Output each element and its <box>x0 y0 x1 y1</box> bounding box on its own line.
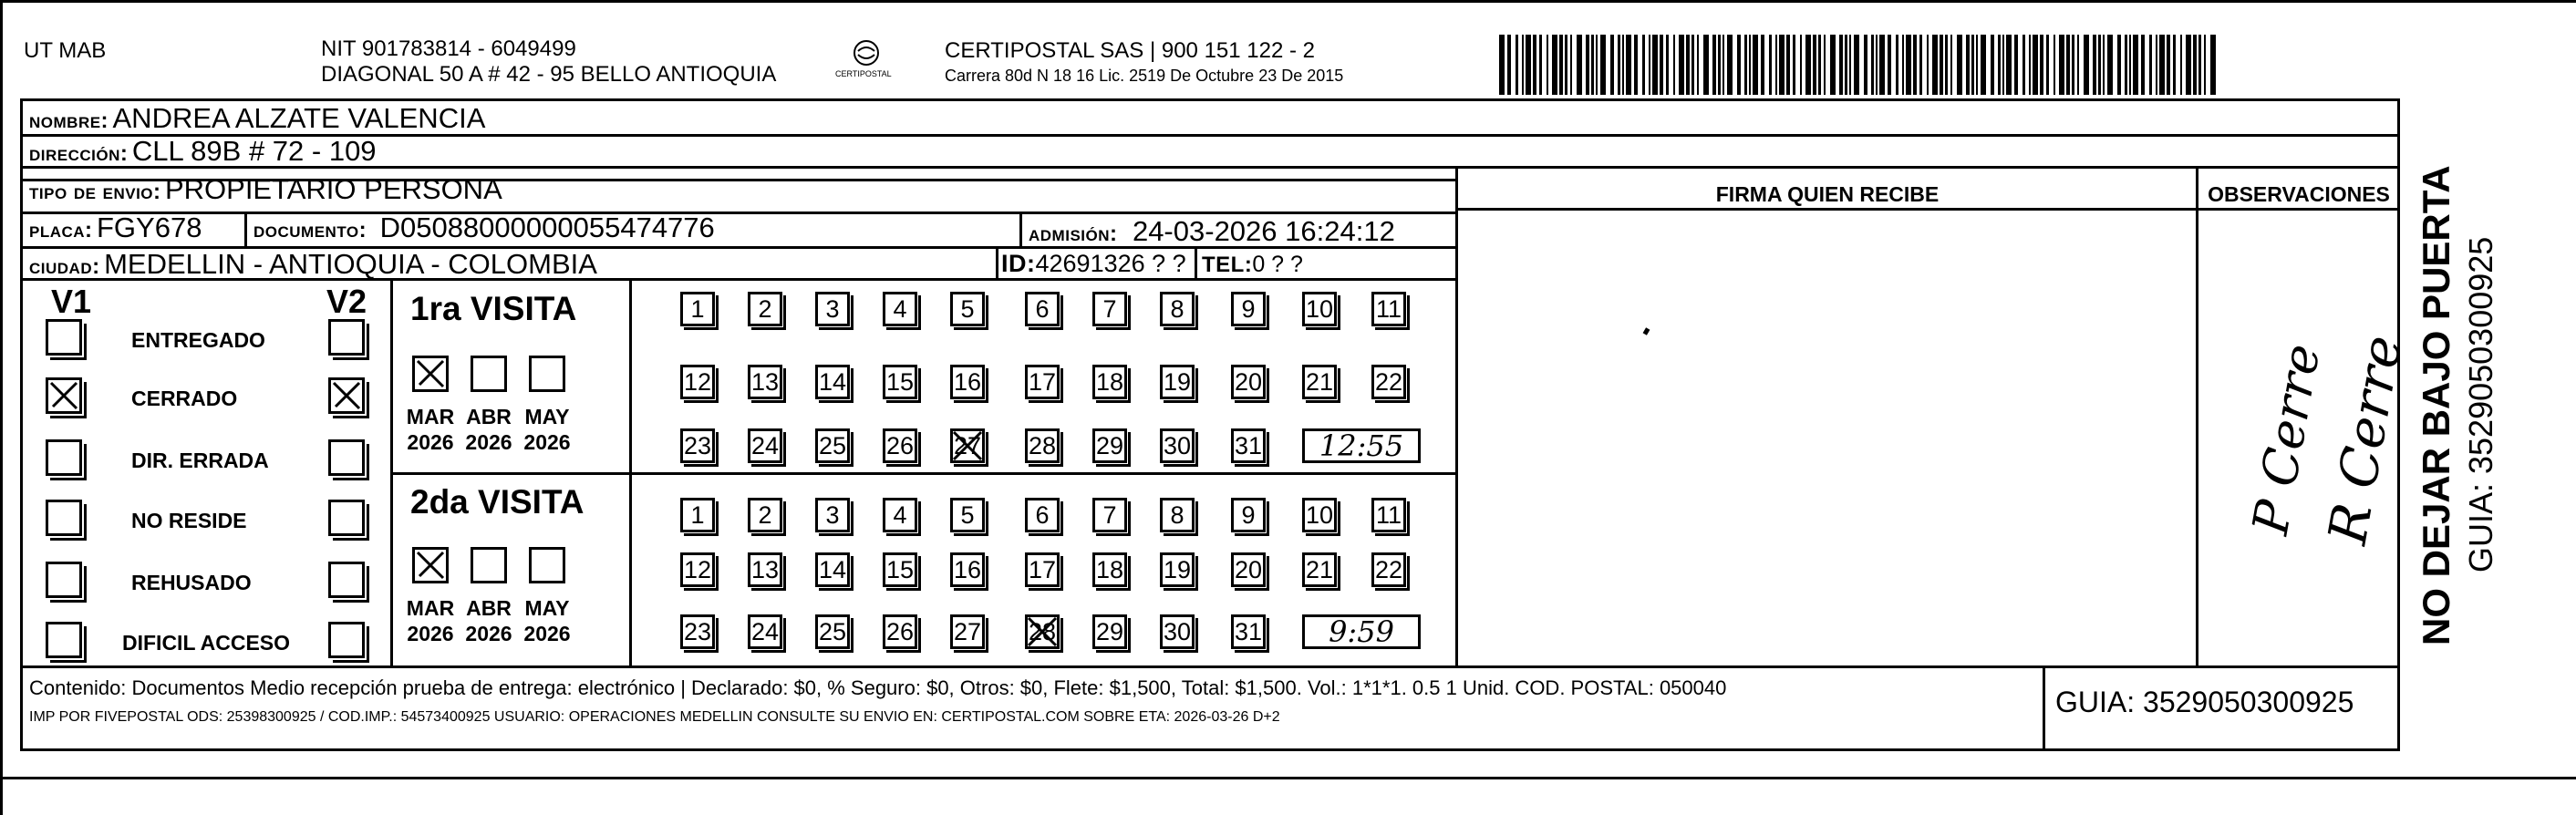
barcode-bar <box>1971 35 1974 95</box>
day-box[interactable]: 12 <box>680 365 715 399</box>
signature-header: FIRMA QUIEN RECIBE <box>1715 182 1940 206</box>
barcode-bar <box>1652 35 1658 95</box>
barcode-bar <box>1737 35 1741 95</box>
day-box[interactable]: 23 <box>680 428 715 463</box>
barcode-bar <box>1565 35 1567 95</box>
side-notice: NO DEJAR BAJO PUERTA <box>2415 165 2457 645</box>
recipient-address: CLL 89B # 72 - 109 <box>131 135 377 167</box>
barcode-bar <box>1539 35 1542 95</box>
month-checkbox[interactable] <box>471 356 507 392</box>
day-box[interactable]: 17 <box>1025 365 1060 399</box>
barcode-bar <box>1879 35 1885 95</box>
barcode-bar <box>1896 35 1898 95</box>
month-label: MAR <box>406 405 455 428</box>
tel-divider <box>1195 246 1197 278</box>
day-box[interactable]: 21 <box>1302 365 1337 399</box>
day-box[interactable]: 4 <box>883 498 917 532</box>
barcode-bar <box>1991 35 1994 95</box>
barcode-bar <box>1966 35 1970 95</box>
barcode-bar <box>1712 35 1716 95</box>
barcode-bar <box>1793 35 1795 95</box>
side-guide: GUIA: 3529050300925 <box>2462 236 2499 573</box>
barcode-bar <box>1591 35 1594 95</box>
day-box[interactable]: 22 <box>1371 365 1406 399</box>
barcode-bar <box>1610 35 1614 95</box>
name-row <box>29 102 485 135</box>
day-check-mark-icon <box>1025 614 1060 649</box>
barcode-bar <box>1761 35 1764 95</box>
barcode-image <box>1497 35 2227 95</box>
city-value: MEDELLIN - ANTIOQUIA - COLOMBIA <box>104 248 597 280</box>
time-box[interactable]: 12:55 <box>1302 428 1421 463</box>
day-box[interactable]: 23 <box>680 614 715 649</box>
status-reason: REHUSADO <box>131 571 252 594</box>
day-box[interactable]: 31 <box>1231 614 1266 649</box>
barcode-bar <box>1813 35 1816 95</box>
day-box[interactable]: 21 <box>1302 552 1337 587</box>
barcode-bar <box>1547 35 1548 95</box>
day-box[interactable]: 30 <box>1160 614 1195 649</box>
tel-cell <box>1202 252 1303 278</box>
barcode-bar <box>1723 35 1724 95</box>
signature-col-left <box>1455 166 1458 665</box>
barcode-bar <box>1981 35 1986 95</box>
year-label: 2026 <box>465 622 512 645</box>
barcode-bar <box>1753 35 1758 95</box>
day-box[interactable]: 9 <box>1231 498 1266 532</box>
v2-checkbox[interactable] <box>328 439 365 476</box>
status-reason: ENTREGADO <box>131 328 265 352</box>
barcode-bar <box>1849 35 1851 95</box>
barcode-bar <box>2006 35 2012 95</box>
document-value: D05088000000055474776 <box>379 211 715 243</box>
v1-checkbox[interactable] <box>46 439 82 476</box>
address-row-bottom <box>20 166 2400 169</box>
observations-header: OBSERVACIONES <box>2208 182 2390 206</box>
day-box[interactable]: 25 <box>815 614 850 649</box>
barcode-bar <box>2066 35 2070 95</box>
day-box[interactable]: 29 <box>1092 428 1127 463</box>
v1-label: V1 <box>51 283 92 320</box>
day-box[interactable]: 6 <box>1025 498 1060 532</box>
barcode-bar <box>2167 35 2170 95</box>
visit-divider <box>390 472 1457 475</box>
barcode-bar <box>1666 35 1669 95</box>
day-box[interactable]: 20 <box>1231 365 1266 399</box>
day-box[interactable]: 18 <box>1092 365 1127 399</box>
logo-icon <box>830 36 903 91</box>
barcode-bar <box>1854 35 1859 95</box>
barcode-bar <box>1839 35 1843 95</box>
month-label: ABR <box>466 405 512 428</box>
v1-check-mark-icon <box>46 377 82 414</box>
day-box[interactable]: 5 <box>950 292 985 326</box>
admission-divider <box>1019 211 1022 246</box>
month-checkbox[interactable] <box>529 547 565 583</box>
month-label: MAR <box>406 596 455 620</box>
day-box[interactable]: 7 <box>1092 498 1127 532</box>
barcode-bar <box>1618 35 1620 95</box>
barcode-bar <box>1552 35 1557 95</box>
day-box[interactable]: 2 <box>748 292 782 326</box>
barcode-bar <box>1913 35 1917 95</box>
day-box[interactable]: 31 <box>1231 428 1266 463</box>
barcode-bar <box>2186 35 2191 95</box>
barcode-bar <box>1570 35 1572 95</box>
barcode-bar <box>1919 35 1922 95</box>
signature-area[interactable] <box>1459 211 2194 664</box>
day-box[interactable]: 11 <box>1371 498 1406 532</box>
day-box[interactable]: 12 <box>680 552 715 587</box>
barcode-bar <box>2023 35 2025 95</box>
barcode-bar <box>1626 35 1631 95</box>
day-box[interactable]: 10 <box>1302 498 1337 532</box>
admission-label: admisión: <box>1029 222 1118 246</box>
day-box[interactable]: 4 <box>883 292 917 326</box>
barcode-bar <box>2046 35 2049 95</box>
barcode-bar <box>2054 35 2055 95</box>
barcode-bar <box>1888 35 1891 95</box>
barcode-bar <box>1779 35 1785 95</box>
month-label: MAY <box>524 596 570 620</box>
id-label: ID: <box>1001 250 1036 277</box>
day-box[interactable]: 24 <box>748 614 782 649</box>
barcode-bar <box>1818 35 1821 95</box>
id-cell <box>1001 250 1186 278</box>
barcode-bar <box>1522 35 1524 95</box>
day-box[interactable]: 27 <box>950 614 985 649</box>
barcode-bar <box>2141 35 2145 95</box>
month-checkbox[interactable] <box>412 356 449 392</box>
barcode-bar <box>2117 35 2121 95</box>
barcode-bar <box>1634 35 1638 95</box>
status-reason: NO RESIDE <box>131 509 247 532</box>
v2-checkbox[interactable] <box>328 622 365 658</box>
barcode-bar <box>2059 35 2064 95</box>
day-box[interactable]: 29 <box>1092 614 1127 649</box>
bottom-border <box>0 777 2576 779</box>
plate-row-bottom <box>20 211 1457 214</box>
day-box[interactable]: 22 <box>1371 552 1406 587</box>
visit2-title: 2da VISITA <box>410 483 585 521</box>
v2-check-mark-icon <box>328 377 365 414</box>
barcode-bar <box>2103 35 2105 95</box>
barcode-bar <box>1864 35 1867 95</box>
left-border <box>0 0 3 815</box>
month-label: MAY <box>524 405 570 428</box>
barcode-bar <box>1586 35 1589 95</box>
company-license: Carrera 80d N 18 16 Lic. 2519 De Octubre 23 De 2015 <box>945 67 1344 85</box>
visit1-title: 1ra VISITA <box>410 290 577 327</box>
footer-content: Contenido: Documentos Medio recepción prueba de entrega: electrónico | Declarado: $0, % Seguro: $0, Otros: $0, Flete: $1,500, Total: $1,500. Vol.: 1*1*1. 0.5 1 Unid. COD. POSTAL: 050040 <box>29 676 1727 699</box>
day-box[interactable]: 15 <box>883 552 917 587</box>
city-cell <box>29 248 597 281</box>
address-row <box>29 135 377 168</box>
day-box[interactable]: 24 <box>748 428 782 463</box>
barcode-bar <box>1727 35 1733 95</box>
admission-value: 24-03-2026 16:24:12 <box>1132 215 1395 247</box>
day-box[interactable]: 16 <box>950 552 985 587</box>
barcode-bar <box>1830 35 1836 95</box>
barcode-bar <box>1600 35 1606 95</box>
plate-cell <box>29 211 202 244</box>
barcode-bar <box>1559 35 1563 95</box>
barcode-bar <box>1691 35 1694 95</box>
top-border <box>0 0 2576 3</box>
barcode-bar <box>2107 35 2113 95</box>
v1-checkbox[interactable] <box>46 319 82 356</box>
v2-label: V2 <box>326 283 367 320</box>
day-box[interactable]: 10 <box>1302 292 1337 326</box>
shipment-type: PROPIETARIO PERSONA <box>164 173 502 205</box>
barcode-bar <box>1673 35 1675 95</box>
barcode-bar <box>1950 35 1952 95</box>
day-box[interactable]: 2 <box>748 498 782 532</box>
day-box[interactable]: 6 <box>1025 292 1060 326</box>
barcode-bar <box>1998 35 2001 95</box>
day-box[interactable]: 19 <box>1160 365 1195 399</box>
v1-checkbox[interactable] <box>46 562 82 598</box>
status-reason: CERRADO <box>131 387 238 410</box>
document-cell <box>253 211 715 244</box>
time-box[interactable]: 9:59 <box>1302 614 1421 649</box>
barcode-bar <box>2204 35 2206 95</box>
logo-text: CERTIPOSTAL <box>835 69 892 78</box>
barcode-bar <box>1902 35 1904 95</box>
tel-label: TEL: <box>1202 253 1253 277</box>
barcode-bar <box>1845 35 1847 95</box>
observation-note-2: R Cerre <box>2316 330 2415 549</box>
year-label: 2026 <box>523 622 571 645</box>
barcode <box>1497 35 2227 95</box>
barcode-bar <box>1775 35 1777 95</box>
v1-checkbox[interactable] <box>46 377 82 414</box>
month-checkbox[interactable] <box>471 547 507 583</box>
day-box[interactable]: 3 <box>815 498 850 532</box>
observation-note-1: P Cerre <box>2241 339 2332 539</box>
month-label: ABR <box>466 596 512 620</box>
barcode-bar <box>1927 35 1929 95</box>
barcode-bar <box>1805 35 1811 95</box>
barcode-bar <box>2180 35 2182 95</box>
day-box[interactable]: 26 <box>883 428 917 463</box>
barcode-bar <box>1507 35 1511 95</box>
barcode-bar <box>2193 35 2197 95</box>
barcode-bar <box>1824 35 1826 95</box>
footer-guide: GUIA: 3529050300925 <box>2055 686 2354 718</box>
barcode-bar <box>1906 35 1911 95</box>
status-reason: DIFICIL ACCESO <box>122 631 291 655</box>
barcode-bar <box>2014 35 2018 95</box>
day-box[interactable]: 28 <box>1025 428 1060 463</box>
barcode-bar <box>2002 35 2004 95</box>
barcode-bar <box>1697 35 1699 95</box>
barcode-bar <box>1533 35 1536 95</box>
day-box[interactable]: 13 <box>748 365 782 399</box>
sender-label: UT MAB <box>24 38 107 63</box>
barcode-bar <box>2149 35 2152 95</box>
barcode-bar <box>2159 35 2165 95</box>
barcode-bar <box>1871 35 1874 95</box>
v1-checkbox[interactable] <box>46 500 82 536</box>
nit: NIT 901783814 - 6049499 <box>321 36 576 61</box>
barcode-bar <box>1499 35 1505 95</box>
barcode-bar <box>2040 35 2043 95</box>
barcode-bar <box>1577 35 1582 95</box>
barcode-bar <box>2125 35 2127 95</box>
admission-cell <box>1029 215 1395 248</box>
barcode-bar <box>2029 35 2031 95</box>
day-box[interactable]: 16 <box>950 365 985 399</box>
barcode-bar <box>1786 35 1790 95</box>
day-box[interactable]: 20 <box>1231 552 1266 587</box>
day-box[interactable]: 26 <box>883 614 917 649</box>
day-box[interactable]: 25 <box>815 428 850 463</box>
barcode-bar <box>2077 35 2079 95</box>
document-label: documento: <box>253 218 367 242</box>
guide-box-left <box>2043 665 2045 751</box>
year-label: 2026 <box>523 430 571 454</box>
v1-checkbox[interactable] <box>46 622 82 658</box>
day-box[interactable]: 28 <box>1025 614 1060 649</box>
barcode-bar <box>1957 35 1962 95</box>
footer-imp: IMP POR FIVEPOSTAL ODS: 25398300925 / COD.IMP.: 54573400925 USUARIO: OPERACIONES MEDELLIN CONSULTE SU ENVIO EN: CERTIPOSTAL.COM SOBRE ETA: 2026-03-26 D+2 <box>29 709 1280 725</box>
month-checkbox[interactable] <box>412 547 449 583</box>
barcode-bar <box>2033 35 2038 95</box>
v2-checkbox[interactable] <box>328 562 365 598</box>
tel-value: 0 ? ? <box>1252 252 1303 277</box>
barcode-bar <box>2072 35 2074 95</box>
day-box[interactable]: 3 <box>815 292 850 326</box>
day-box[interactable]: 13 <box>748 552 782 587</box>
day-box[interactable]: 17 <box>1025 552 1060 587</box>
barcode-bar <box>2129 35 2131 95</box>
day-box[interactable]: 19 <box>1160 552 1195 587</box>
barcode-bar <box>1679 35 1684 95</box>
day-box[interactable]: 30 <box>1160 428 1195 463</box>
day-box[interactable]: 15 <box>883 365 917 399</box>
year-label: 2026 <box>407 430 454 454</box>
barcode-bar <box>1769 35 1772 95</box>
barcode-bar <box>1649 35 1650 95</box>
barcode-bar <box>1516 35 1518 95</box>
type-row <box>29 173 502 206</box>
v2-checkbox[interactable] <box>328 500 365 536</box>
barcode-bar <box>1718 35 1721 95</box>
day-box[interactable]: 7 <box>1092 292 1127 326</box>
day-box[interactable]: 1 <box>680 292 715 326</box>
barcode-bar <box>2093 35 2096 95</box>
day-box[interactable]: 1 <box>680 498 715 532</box>
year-label: 2026 <box>407 622 454 645</box>
barcode-bar <box>1660 35 1663 95</box>
barcode-bar <box>1642 35 1645 95</box>
day-box[interactable]: 18 <box>1092 552 1127 587</box>
day-box[interactable]: 27 <box>950 428 985 463</box>
city-label: ciudad: <box>29 254 100 279</box>
year-label: 2026 <box>465 430 512 454</box>
v2-checkbox[interactable] <box>328 319 365 356</box>
month-check-mark-icon <box>412 356 449 392</box>
certipostal-logo <box>830 36 903 91</box>
plate-doc-divider <box>244 211 247 246</box>
observations-col-left <box>2196 166 2198 665</box>
day-box[interactable]: 11 <box>1371 292 1406 326</box>
barcode-bar <box>1686 35 1690 95</box>
barcode-bar <box>2210 35 2216 95</box>
month-check-mark-icon <box>412 547 449 583</box>
plate-value: FGY678 <box>97 211 202 243</box>
day-box[interactable]: 14 <box>815 365 850 399</box>
barcode-bar <box>1622 35 1624 95</box>
name-label: nombre: <box>29 108 109 133</box>
day-box[interactable]: 8 <box>1160 292 1195 326</box>
barcode-bar <box>1800 35 1802 95</box>
v2-checkbox[interactable] <box>328 377 365 414</box>
day-box[interactable]: 8 <box>1160 498 1195 532</box>
barcode-bar <box>1744 35 1747 95</box>
status-reason: DIR. ERRADA <box>131 449 269 472</box>
id-value: 42691326 ? ? <box>1035 250 1186 277</box>
day-box[interactable]: 9 <box>1231 292 1266 326</box>
day-box[interactable]: 5 <box>950 498 985 532</box>
id-divider <box>996 246 998 278</box>
barcode-bar <box>2133 35 2138 95</box>
sender-address: DIAGONAL 50 A # 42 - 95 BELLO ANTIOQUIA <box>321 62 777 87</box>
barcode-bar <box>2084 35 2089 95</box>
address-label: dirección: <box>29 141 129 166</box>
barcode-bar <box>2098 35 2101 95</box>
type-label: tipo de envio: <box>29 180 161 204</box>
barcode-bar <box>1945 35 1948 95</box>
barcode-bar <box>2156 35 2157 95</box>
month-checkbox[interactable] <box>529 356 565 392</box>
header-cols-bottom <box>1457 208 2400 211</box>
barcode-bar <box>2198 35 2201 95</box>
barcode-bar <box>1526 35 1531 95</box>
day-check-mark-icon <box>950 428 985 463</box>
day-box[interactable]: 14 <box>815 552 850 587</box>
barcode-bar <box>1749 35 1751 95</box>
barcode-bar <box>1932 35 1938 95</box>
barcode-bar <box>1940 35 1943 95</box>
company-name: CERTIPOSTAL SAS | 900 151 122 - 2 <box>945 38 1315 63</box>
plate-label: placa: <box>29 218 93 242</box>
barcode-bar <box>1876 35 1878 95</box>
barcode-bar <box>1596 35 1598 95</box>
recipient-name: ANDREA ALZATE VALENCIA <box>112 102 486 134</box>
barcode-bar <box>1976 35 1978 95</box>
barcode-bar <box>2173 35 2176 95</box>
barcode-bar <box>1703 35 1709 95</box>
